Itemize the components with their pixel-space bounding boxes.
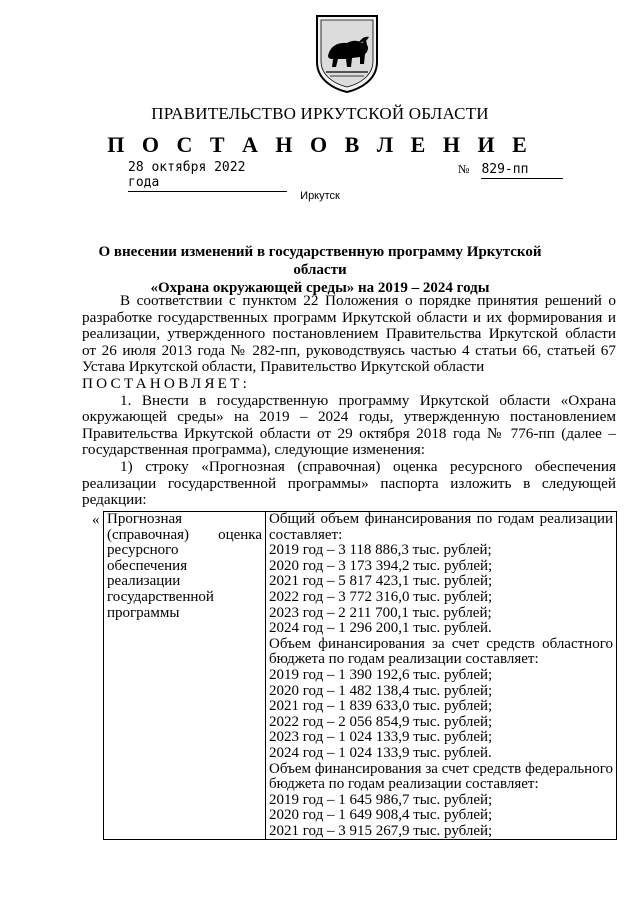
city-name: Иркутск bbox=[300, 190, 340, 202]
total-list bbox=[269, 543, 613, 637]
paragraph-preamble: В соответствии с пунктом 22 Положения о порядке принятия решений о разработке государственных программ Иркутской области и их формирования и реализации, утвержденного постановлением Правительства Иркутской области от 26 июля 2013 года № 282-пп, руководствуясь частью 4 статьи 66, статьей 67 Устава Иркутской области, Правительство Иркутской области bbox=[82, 292, 616, 376]
funding-line: 2022 год – 3 772 316,0 тыс. рублей; bbox=[269, 588, 493, 605]
funding-line: 2020 год – 1 649 908,4 тыс. рублей; bbox=[269, 807, 493, 824]
document-title bbox=[80, 243, 560, 297]
federal-heading: Объем финансирования за счет средств федерального бюджета по годам реализации составляет: bbox=[269, 760, 613, 793]
funding-line: 2019 год – 3 118 886,3 тыс. рублей; bbox=[269, 542, 492, 559]
resource-table bbox=[103, 511, 617, 840]
paragraph-item-1: 1. Внести в государственную программу Иркутской области «Охрана окружающей среды» на 2019 – 2024 годы, утвержденную постановлением Правительства Иркутской области от 29 октября 2018 года № 776-пп (далее – государственная программа), следующие изменения: bbox=[82, 391, 616, 459]
funding-line: 2020 год – 3 173 394,2 тыс. рублей; bbox=[269, 557, 493, 574]
funding-line: 2022 год – 2 056 854,9 тыс. рублей; bbox=[269, 713, 493, 730]
funding-line: 2019 год – 1 390 192,6 тыс. рублей; bbox=[269, 666, 493, 683]
row-label-cell bbox=[104, 512, 266, 840]
paragraph-resolves: ПОСТАНОВЛЯЕТ: bbox=[82, 374, 251, 392]
total-heading: Общий объем финансирования по годам реализации составляет: bbox=[269, 511, 613, 543]
irkutsk-coat-of-arms-icon bbox=[314, 12, 380, 94]
funding-line: 2020 год – 1 482 138,4 тыс. рублей; bbox=[269, 682, 493, 699]
number-sign: № bbox=[458, 162, 470, 176]
row-label-line-2: (справочная) оценка bbox=[107, 526, 262, 543]
opening-quote: « bbox=[92, 512, 100, 528]
title-line-1: О внесении изменений в государственную программу Иркутской области bbox=[98, 244, 542, 278]
funding-line: 2021 год – 5 817 423,1 тыс. рублей; bbox=[269, 573, 493, 590]
title-line-2: «Охрана окружающей среды» на 2019 – 2024 годы bbox=[150, 280, 490, 296]
document-number: 829-пп bbox=[481, 162, 563, 179]
funding-line: 2021 год – 3 915 267,9 тыс. рублей; bbox=[269, 822, 493, 839]
funding-line: 2023 год – 1 024 133,9 тыс. рублей; bbox=[269, 729, 493, 746]
row-label-line-1: Прогнозная bbox=[107, 511, 183, 527]
federal-list bbox=[269, 793, 613, 840]
regional-list bbox=[269, 668, 613, 762]
document-number-block bbox=[458, 162, 563, 179]
regional-heading: Объем финансирования за счет средств областного бюджета по годам реализации составляет: bbox=[269, 635, 613, 668]
funding-line: 2021 год – 1 839 633,0 тыс. рублей; bbox=[269, 698, 493, 715]
document-type: П О С Т А Н О В Л Е Н И Е bbox=[107, 132, 533, 157]
funding-line: 2023 год – 2 211 700,1 тыс. рублей; bbox=[269, 604, 492, 621]
document-date: 28 октября 2022 года bbox=[128, 160, 287, 192]
table-row bbox=[104, 512, 617, 840]
row-value-cell bbox=[266, 512, 617, 840]
paragraph-subitem-1: 1) строку «Прогнозная (справочная) оценка ресурсного обеспечения реализации государственной программы» паспорта изложить в следующей редакции: bbox=[82, 457, 616, 509]
row-label-rest: ресурсного обеспечения реализации государственной программы bbox=[107, 542, 214, 621]
organization-name: ПРАВИТЕЛЬСТВО ИРКУТСКОЙ ОБЛАСТИ bbox=[151, 104, 489, 123]
document-body bbox=[82, 293, 616, 509]
funding-line: 2024 год – 1 296 200,1 тыс. рублей. bbox=[269, 620, 492, 637]
funding-line: 2019 год – 1 645 986,7 тыс. рублей; bbox=[269, 791, 493, 808]
funding-line: 2024 год – 1 024 133,9 тыс. рублей. bbox=[269, 744, 492, 761]
